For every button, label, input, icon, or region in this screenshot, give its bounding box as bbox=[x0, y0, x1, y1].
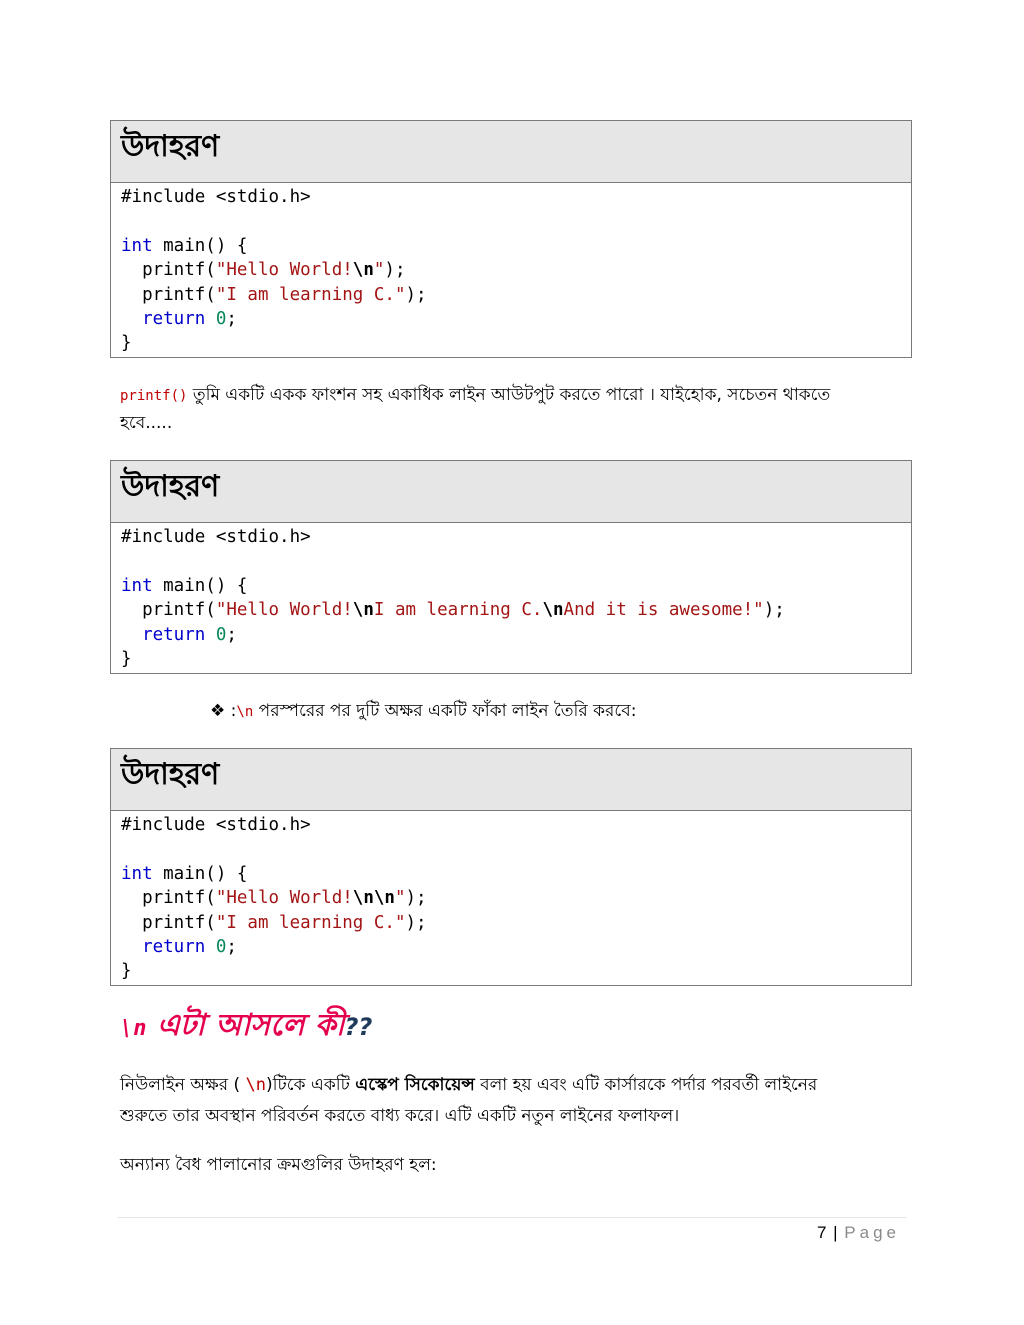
code-number: 0 bbox=[215, 624, 227, 645]
section-heading bbox=[120, 1006, 372, 1049]
code-escape: \n\n bbox=[352, 888, 395, 909]
code-text: printf( bbox=[121, 260, 216, 281]
code-main: main() { bbox=[152, 863, 248, 884]
code-number: 0 bbox=[215, 937, 227, 958]
code-keyword: int bbox=[121, 575, 153, 596]
bold-term: এস্কেপ সিকোয়েন্স bbox=[355, 1075, 475, 1095]
code-string: I am learning C. bbox=[373, 600, 543, 621]
code-text: ); bbox=[405, 912, 427, 933]
code-text: printf( bbox=[121, 284, 216, 305]
code-escape: \n bbox=[352, 260, 374, 281]
code-include: #include <stdio.h> bbox=[121, 187, 311, 207]
bullet-note bbox=[210, 698, 636, 726]
code-text: printf( bbox=[121, 600, 216, 621]
paragraph-newline bbox=[120, 1070, 865, 1132]
code-keyword: return bbox=[142, 624, 206, 645]
code-text: printf( bbox=[121, 912, 216, 933]
code-number: 0 bbox=[215, 309, 227, 330]
code-main: main() { bbox=[152, 575, 248, 596]
code-include: #include <stdio.h> bbox=[121, 527, 311, 547]
bullet-text: পরস্পরের পর দুটি অক্ষর একটি ফাঁকা লাইন তৈরি করবে: bbox=[253, 701, 637, 721]
code-string: "I am learning C." bbox=[215, 284, 406, 305]
code-escape: \n bbox=[542, 600, 564, 621]
example-heading: উদাহরণ bbox=[111, 461, 911, 523]
paragraph-printf bbox=[120, 382, 880, 437]
code-string: "Hello World! bbox=[215, 888, 353, 909]
code-block: #include <stdio.h> int main() { printf("Hello World!\n\n"); printf("I am learning C."); return 0; } bbox=[121, 815, 427, 982]
paragraph-text: নিউলাইন অক্ষর ( bbox=[120, 1075, 246, 1095]
paragraph-examples: অন্যান্য বৈধ পালানোর ক্রমগুলির উদাহরণ হল: bbox=[120, 1155, 437, 1175]
example-box-1 bbox=[110, 120, 912, 358]
code-text: ); bbox=[763, 600, 785, 621]
code-text: ); bbox=[405, 888, 427, 909]
code-main: main() { bbox=[152, 235, 248, 256]
code-keyword: return bbox=[142, 937, 206, 958]
page-footer bbox=[817, 1222, 900, 1244]
code-string: " bbox=[373, 260, 385, 281]
paragraph-text: )টিকে একটি bbox=[266, 1075, 356, 1095]
code-text: printf( bbox=[121, 888, 216, 909]
paragraph-text: তুমি একটি একক ফাংশন সহ একাধিক লাইন আউটপুট করতে পারো । যাইহোক, সচেতন থাকতে হবে..... bbox=[120, 385, 831, 433]
example-heading: উদাহরণ bbox=[111, 121, 911, 183]
code-keyword: int bbox=[121, 235, 153, 256]
diamond-bullet-icon: ❖ bbox=[210, 701, 226, 721]
code-text: } bbox=[121, 333, 132, 354]
code-include: #include <stdio.h> bbox=[121, 815, 311, 835]
code-string: " bbox=[394, 888, 406, 909]
inline-code: \n bbox=[236, 704, 254, 720]
code-keyword: return bbox=[142, 309, 206, 330]
paragraph-text: বলা হয় এবং এটি কার্সারকে পর্দার পরবর্তী লাইনের শুরুতে তার অবস্থান পরিবর্তন করতে বাধ্য করে। এটি একটি নতুন লাইনের ফলাফল। bbox=[120, 1075, 818, 1126]
page-number: 7 bbox=[816, 1223, 828, 1242]
example-heading: উদাহরণ bbox=[111, 749, 911, 811]
example-box-3 bbox=[110, 748, 912, 986]
page-label: Page bbox=[844, 1223, 900, 1242]
code-text: } bbox=[121, 961, 132, 982]
code-string: And it is awesome!" bbox=[563, 600, 764, 621]
example-box-2 bbox=[110, 460, 912, 674]
heading-code: \n bbox=[120, 1016, 147, 1041]
footer-divider bbox=[118, 1217, 906, 1218]
code-text: ); bbox=[384, 260, 406, 281]
code-text: } bbox=[121, 649, 132, 670]
code-string: "Hello World! bbox=[215, 600, 353, 621]
inline-code: \n bbox=[245, 1075, 267, 1095]
code-block: #include <stdio.h> int main() { printf("Hello World!\n"); printf("I am learning C."); return 0; } bbox=[121, 187, 427, 354]
code-escape: \n bbox=[352, 600, 374, 621]
heading-text: এটা আসলে কী bbox=[146, 1008, 345, 1043]
code-text: ); bbox=[405, 284, 427, 305]
inline-code: printf() bbox=[120, 388, 188, 404]
code-block: #include <stdio.h> int main() { printf("Hello World!\nI am learning C.\nAnd it is awesome!"); return 0; } bbox=[121, 527, 785, 670]
footer-separator: | bbox=[827, 1223, 845, 1242]
code-string: "I am learning C." bbox=[215, 912, 406, 933]
bullet-prefix: : bbox=[225, 701, 237, 721]
code-keyword: int bbox=[121, 863, 153, 884]
code-string: "Hello World! bbox=[215, 260, 353, 281]
heading-question: ?? bbox=[344, 1013, 373, 1041]
